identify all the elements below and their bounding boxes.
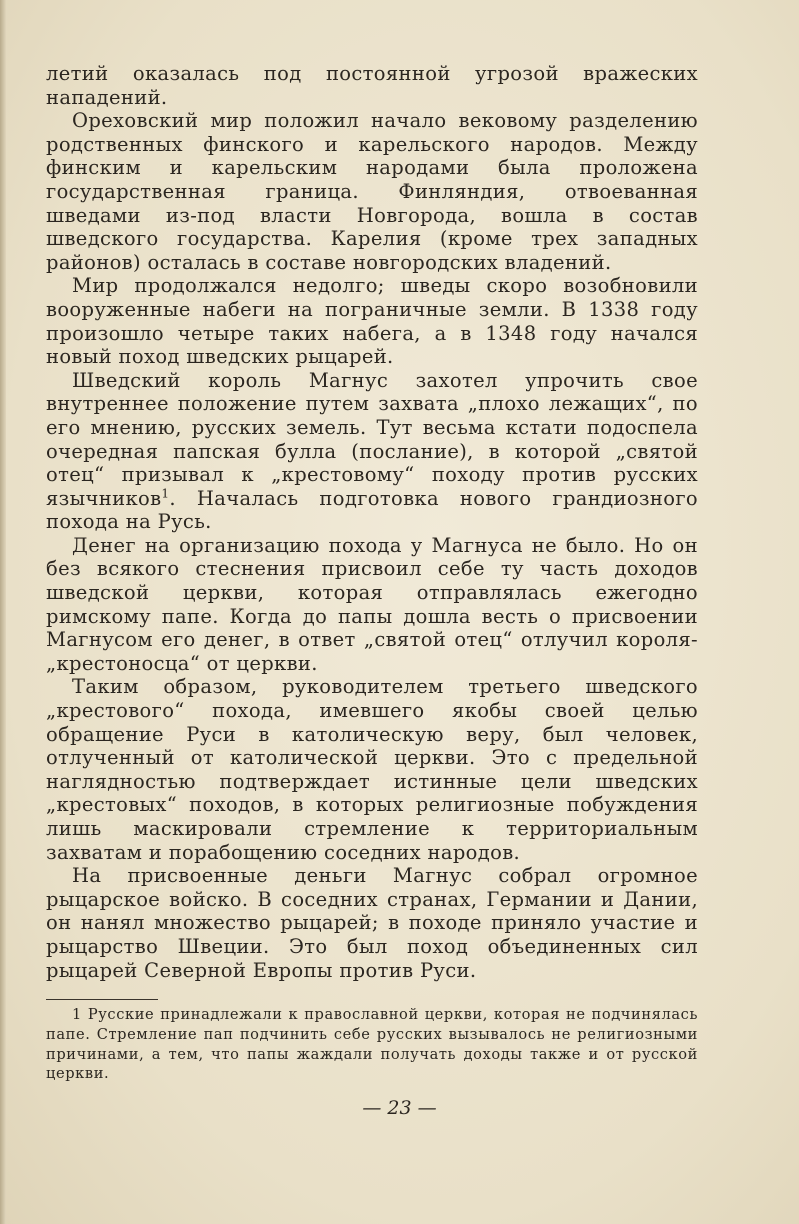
footnote-marker: 1 bbox=[72, 1006, 82, 1023]
paragraph-2: Ореховский мир положил начало вековому разделению родственных финского и карельского народов. Между финским и карельским народами была проложена государственная граница. Финляндия, отвоеванная шведами из-под власти Новгорода, вошла в состав шведского государства. Карелия (кроме трех западных районов) осталась в составе новгородских владений. bbox=[46, 109, 698, 274]
page-spine-shadow bbox=[0, 0, 6, 1224]
main-text bbox=[46, 62, 698, 982]
footnote-text: Русские принадлежали к православной церкви, которая не подчинялась папе. Стремление пап подчинить себе русских вызывалось не религиозными причинами, а тем, что папы жаждали получать доходы также и от русской церкви. bbox=[46, 1006, 698, 1083]
footnote-reference[interactable]: 1 bbox=[161, 486, 170, 501]
paragraph-7: На присвоенные деньги Магнус собрал огромное рыцарское войско. В соседних странах, Германии и Дании, он нанял множество рыцарей; в походе приняло участие и рыцарство Швеции. Это был поход объединенных сил рыцарей Северной Европы против Руси. bbox=[46, 864, 698, 982]
paragraph-1: летий оказалась под постоянной угрозой вражеских нападений. bbox=[46, 62, 698, 109]
paragraph-4-tail: . Началась подготовка нового грандиозного похода на Русь. bbox=[46, 486, 698, 534]
footnote bbox=[46, 1005, 698, 1084]
footnote-divider bbox=[46, 999, 158, 1000]
paragraph-3: Мир продолжался недолго; шведы скоро возобновили вооруженные набеги на пограничные земли. В 1338 году произошло четыре таких набега, а в 1348 году начался новый поход шведских рыцарей. bbox=[46, 274, 698, 369]
paragraph-4 bbox=[46, 369, 698, 534]
paragraph-5: Денег на организацию похода у Магнуса не было. Но он без всякого стеснения присвоил себе ту часть доходов шведской церкви, которая отправлялась ежегодно римскому папе. Когда до папы дошла весть о присвоении Магнусом его денег, в ответ „святой отец“ отлучил короля-„крестоносца“ от церкви. bbox=[46, 533, 698, 675]
paragraph-4-text: Шведский король Магнус захотел упрочить свое внутреннее положение путем захвата „плохо лежащих“, по его мнению, русских земель. Тут весьма кстати подоспела очередная папская булла (послание), в которой „святой отец“ призывал к „крестовому“ походу против русских язычников bbox=[46, 368, 698, 510]
paragraph-6: Таким образом, руководителем третьего шведского „крестового“ похода, имевшего якобы своей целью обращение Руси в католическую веру, был человек, отлученный от католической церкви. Это с предельной наглядностью подтверждает истинные цели шведских „крестовых“ походов, в которых религиозные побуждения лишь маскировали стремление к территориальным захватам и порабощению соседних народов. bbox=[46, 675, 698, 864]
page-number: — 23 — bbox=[362, 1097, 437, 1119]
